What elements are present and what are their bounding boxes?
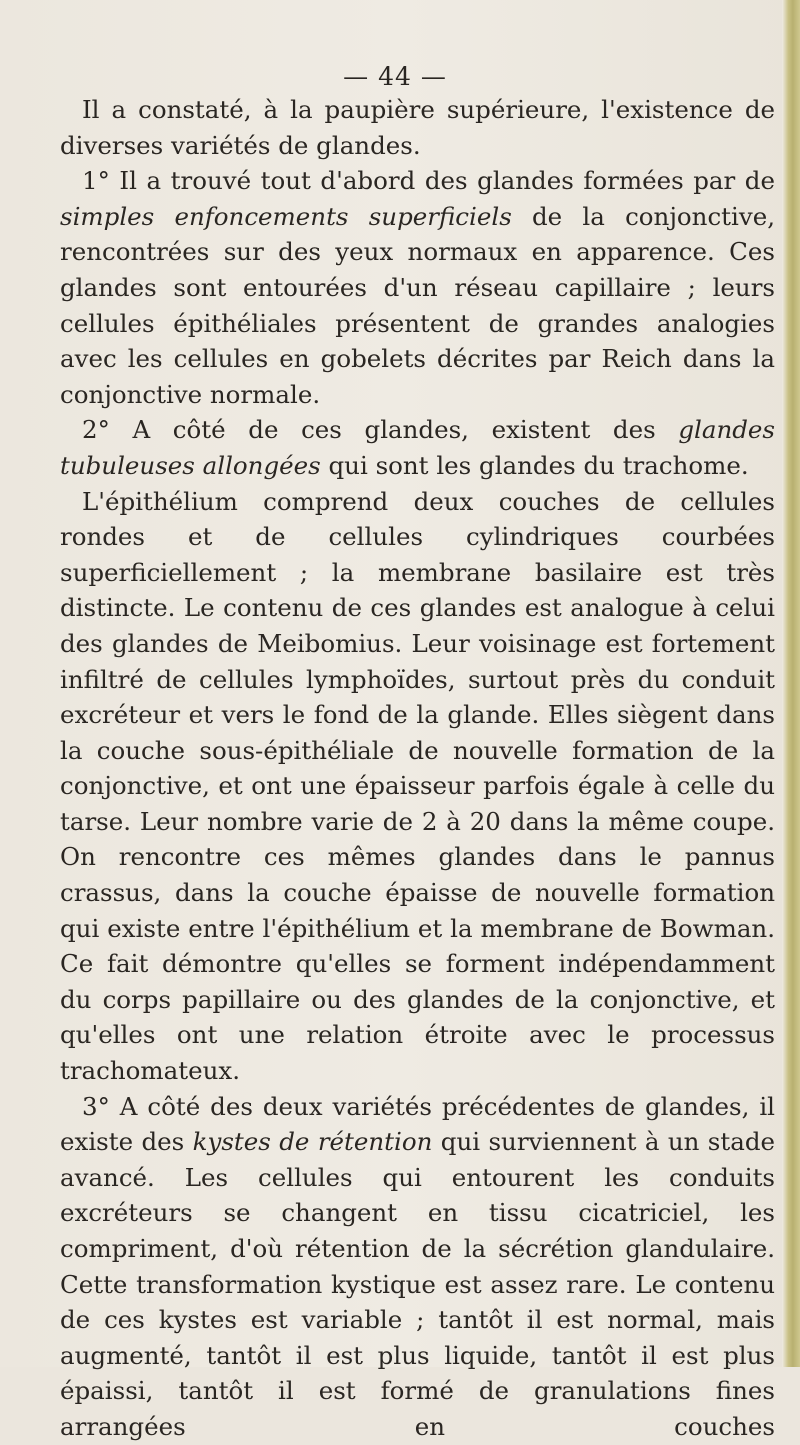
text-segment: de la conjonctive, rencontrées sur des yeux normaux en apparence. Ces glandes sont entourées d'un réseau capillaire ; leurs cellules épithéliales présentent de grandes analogies avec les cellules en gobelets décrites par Reich dans la conjonctive normale. [60, 201, 775, 409]
body-text [60, 92, 775, 1445]
paragraph [60, 92, 775, 163]
text-segment: qui surviennent à un stade avancé. Les cellules qui entourent les conduits excréteurs se changent en tissu cicatriciel, les compriment, d'où rétention de la sécrétion glandulaire. Cette transformation kystique est assez rare. Le contenu de ces kystes est variable ; tantôt il est normal, mais augmenté, tantôt il est plus liquide, tantôt il est plus épaissi, tantôt il est formé de granulations fines arrangées en couches [60, 1127, 776, 1441]
page-number: — 44 — [343, 62, 447, 91]
paragraph [60, 484, 775, 1089]
text-segment: 2° A côté de ces glandes, existent des [82, 415, 679, 445]
text-segment: 1° Il a trouvé tout d'abord des glandes formées par de [82, 166, 775, 196]
italic-segment: simples enfoncements superficiels [60, 201, 512, 231]
italic-segment: kystes de rétention [192, 1127, 433, 1157]
paragraph [60, 412, 775, 483]
text-segment: L'épithélium comprend deux couches de cellules rondes et de cellules cylindriques courbées superficiellement ; la membrane basilaire est très distincte. Le contenu de ces glandes est analogue à celui des glandes de Meibomius. Leur voisinage est fortement infiltré de cellules lymphoïdes, surtout près du conduit excréteur et vers le fond de la glande. Elles siègent dans la couche sous-épithéliale de nouvelle formation de la conjonctive, et ont une épaisseur parfois égale à celle du tarse. Leur nombre varie de 2 à 20 dans la même coupe. On rencontre ces mêmes glandes dans le pannus crassus, dans la couche épaisse de nouvelle formation qui existe entre l'épithélium et la membrane de Bowman. Ce fait démontre qu'elles se forment indépendamment du corps papillaire ou des glandes de la conjonctive, et qu'elles ont une relation étroite avec le processus trachomateux. [60, 486, 775, 1086]
page-edge [782, 0, 800, 1367]
paragraph [60, 1089, 775, 1445]
italic-segment: glandes tubuleuses allongées [60, 415, 775, 480]
text-segment: Il a constaté, à la paupière supérieure, l'existence de diverses variétés de glandes. [60, 95, 775, 160]
text-segment: 3° A côté des deux variétés précédentes de glandes, il existe des [60, 1091, 775, 1157]
paragraph [60, 163, 775, 412]
text-segment: qui sont les glandes du trachome. [320, 450, 749, 480]
